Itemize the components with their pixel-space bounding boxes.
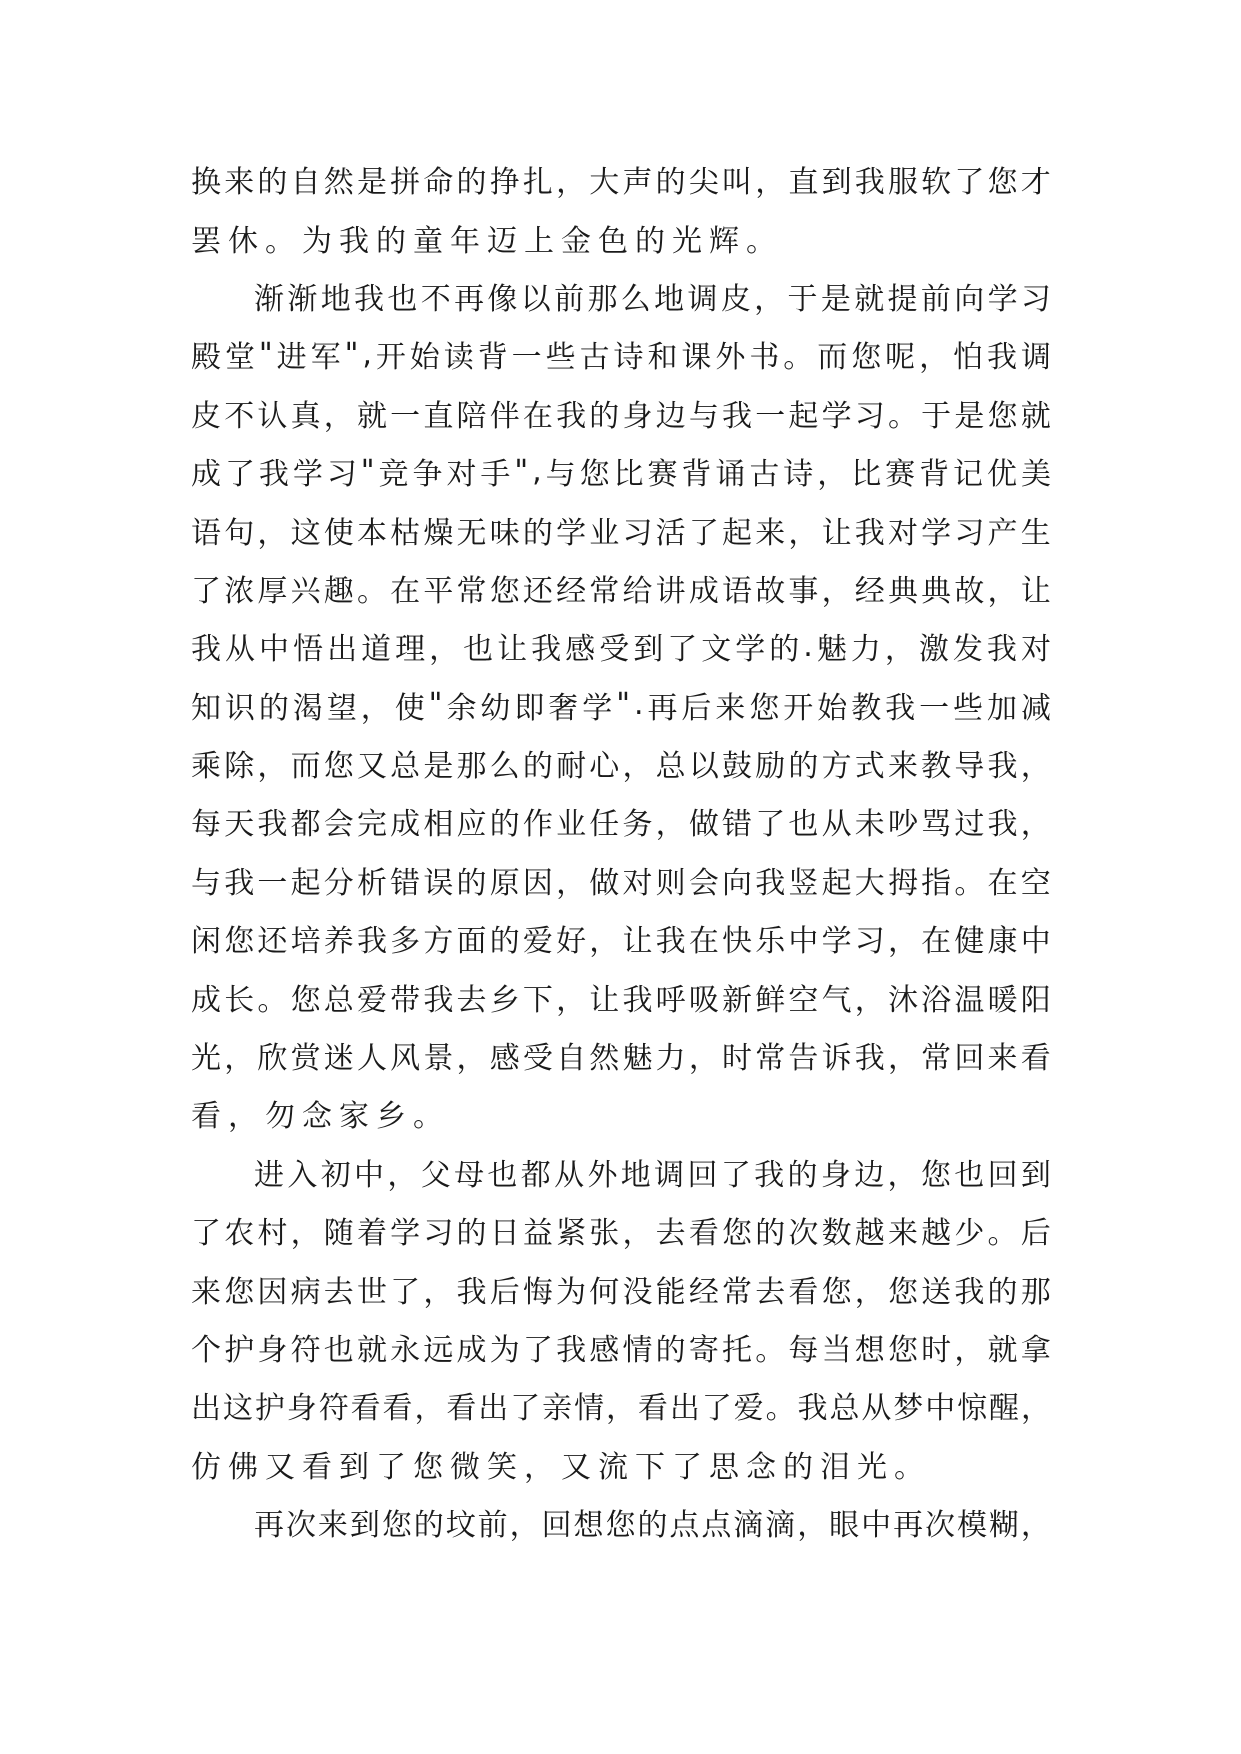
paragraph-first-line: 进 入 初 中 ， 父 母 也 都 从 外 地 调 回 了 我 的 身 边 ， 您 也 回 到 (254, 1157, 1051, 1193)
text-line: 仿佛又看到了您微笑，又流下了思念的泪光。 (191, 1449, 931, 1485)
text-line: 看，勿念家乡。 (191, 1099, 450, 1135)
text-line: 光 ， 欣 赏 迷 人 风 景 ， 感 受 自 然 魅 力 ， 时 常 告 诉 我 ， 常 回 来 看 (191, 1041, 1051, 1077)
paragraph-first-line: 再 次 来 到 您 的 坟 前 ， 回 想 您 的 点 点 滴 滴 ， 眼 中 再 次 模 糊 ， (254, 1508, 1051, 1544)
text-line: 每 天 我 都 会 完 成 相 应 的 作 业 任 务 ， 做 错 了 也 从 未 吵 骂 过 我 ， (191, 807, 1051, 843)
text-line: 出 这 护 身 符 看 看 ， 看 出 了 亲 情 ， 看 出 了 爱 。 我 总 从 梦 中 惊 醒 ， (191, 1391, 1051, 1427)
text-line: 了 农 村 ， 随 着 学 习 的 日 益 紧 张 ， 去 看 您 的 次 数 越 来 越 少 。 后 (191, 1216, 1051, 1252)
text-line: 乘 除 ， 而 您 又 总 是 那 么 的 耐 心 ， 总 以 鼓 励 的 方 式 来 教 导 我 ， (191, 749, 1051, 785)
text-line: 换 来 的 自 然 是 拼 命 的 挣 扎 ， 大 声 的 尖 叫 ， 直 到 我 服 软 了 您 才 (191, 165, 1051, 201)
text-line: 来 您 因 病 去 世 了 ， 我 后 悔 为 何 没 能 经 常 去 看 您 ， 您 送 我 的 那 (191, 1274, 1051, 1310)
text-line: 皮 不 认 真 ， 就 一 直 陪 伴 在 我 的 身 边 与 我 一 起 学 习 。 于 是 您 就 (191, 398, 1051, 434)
text-line: 语 句 ， 这 使 本 枯 燥 无 味 的 学 业 习 活 了 起 来 ， 让 我 对 学 习 产 生 (191, 515, 1051, 551)
text-line: 个 护 身 符 也 就 永 远 成 为 了 我 感 情 的 寄 托 。 每 当 想 您 时 ， 就 拿 (191, 1333, 1051, 1368)
text-line: 成 了 我 学 习 " 竞 争 对 手 " , 与 您 比 赛 背 诵 古 诗 ， 比 赛 背 记 优 美 (191, 453, 1051, 493)
text-line: 我 从 中 悟 出 道 理 ， 也 让 我 感 受 到 了 文 学 的 . 魅 力 ， 激 发 我 对 (191, 628, 1051, 668)
text-line: 知 识 的 渴 望 ， 使 " 余 幼 即 奢 学 " . 再 后 来 您 开 始 教 我 一 些 加 减 (191, 687, 1051, 726)
paragraph-first-line: 渐 渐 地 我 也 不 再 像 以 前 那 么 地 调 皮 ， 于 是 就 提 前 向 学 习 (254, 281, 1051, 317)
text-line: 与 我 一 起 分 析 错 误 的 原 因 ， 做 对 则 会 向 我 竖 起 大 拇 指 。 在 空 (191, 865, 1051, 901)
text-line: 成 长 。 您 总 爱 带 我 去 乡 下 ， 让 我 呼 吸 新 鲜 空 气 ， 沐 浴 温 暖 阳 (191, 982, 1051, 1018)
text-line: 殿 堂 " 进 军 " , 开 始 读 背 一 些 古 诗 和 课 外 书 。 而 您 呢 ， 怕 我 调 (191, 336, 1051, 376)
text-line: 闲 您 还 培 养 我 多 方 面 的 爱 好 ， 让 我 在 快 乐 中 学 习 ， 在 健 康 中 (191, 924, 1051, 960)
body-text (191, 150, 1051, 1551)
text-line: 了 浓 厚 兴 趣 。 在 平 常 您 还 经 常 给 讲 成 语 故 事 ， 经 典 典 故 ， 让 (191, 573, 1051, 609)
text-line: 罢休。为我的童年迈上金色的光辉。 (191, 223, 783, 259)
